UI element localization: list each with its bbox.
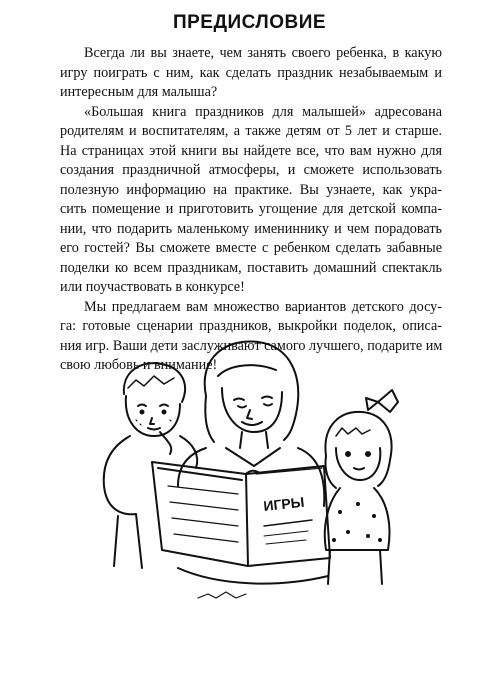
lap-outline	[178, 568, 328, 584]
text-line: га: готовые сценарии праздников, выкройки поделок, описа-	[60, 318, 442, 334]
text-line: Всегда ли вы знаете, чем занять своего ребенка, в какую	[84, 45, 442, 61]
text-line: создания праздничной атмосферы, и сможете использовать	[60, 162, 442, 178]
text-line: полезную информацию на практике. Вы узнаете, как укра-	[60, 181, 442, 198]
page-title: ПРЕДИСЛОВИЕ	[172, 12, 327, 33]
book-title-label: ИГРЫ	[262, 493, 306, 514]
text-line: На страницах этой книги вы найдете все, что вам нужно для	[60, 142, 442, 159]
mother-figure	[178, 341, 324, 506]
text-line: сить помещение и приготовить угощение для детской компа-	[60, 201, 442, 217]
text-line: поделки ко всем праздникам, поставить домашний спектакль	[60, 259, 442, 276]
girl-figure	[325, 390, 398, 584]
family-reading-illustration	[78, 336, 423, 616]
text-line: или поучаствовать в конкурсе!	[60, 279, 245, 295]
text-line: его гостей? Вы сможете вместе с ребенком сделать забавные	[60, 240, 442, 256]
text-line: Мы предлагаем вам множество вариантов детского досу-	[84, 298, 442, 315]
text-line: «Большая книга праздников для малышей» адресована	[84, 103, 442, 120]
text-line: родителям и воспитателям, а также детям от 5 лет и старше.	[60, 123, 442, 139]
paragraph-1	[60, 44, 442, 103]
paragraph-2	[60, 103, 442, 298]
text-line: интересным для малыша?	[60, 84, 218, 100]
text-line: ния игр. Ваши дети заслуживают самого лучшего, подарите им	[60, 337, 443, 354]
text-line: игру поиграть с ним, как сделать праздник незабываемым и	[60, 64, 442, 81]
preface-text	[60, 44, 442, 376]
text-line: свою любовь и внимание!	[60, 357, 218, 373]
grass-strokes	[198, 592, 246, 598]
text-line: нии, что подарить маленькому имениннику и чем порадовать	[60, 220, 442, 237]
